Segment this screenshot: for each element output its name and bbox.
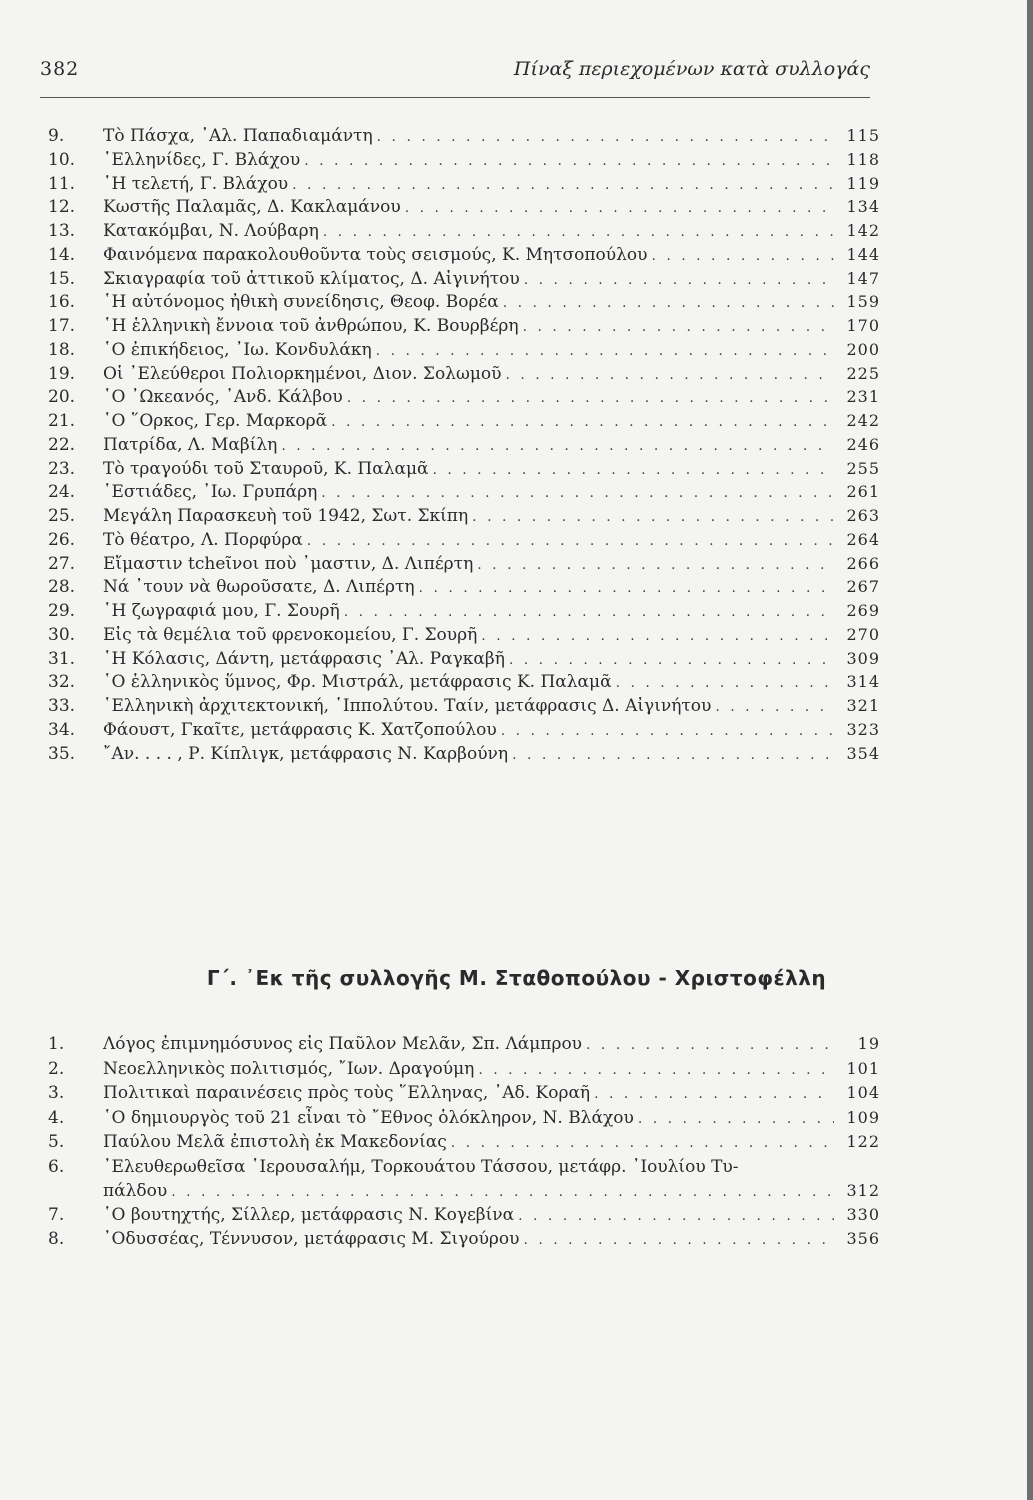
entry-title: ῾Η Κόλασις, Δάντη, μετάφρασις ᾿Αλ. Ραγκαβῆ	[103, 648, 505, 669]
entry-page-number: 242	[846, 411, 880, 430]
entry-page-number: 225	[846, 363, 880, 383]
dot-leader	[481, 625, 834, 649]
dot-leader	[594, 1082, 834, 1107]
entry-number: 10.	[48, 149, 76, 170]
toc-entry	[48, 172, 880, 196]
dot-leader	[523, 316, 834, 340]
dot-leader	[292, 174, 834, 198]
entry-title: ῾Ο ῞Ορκος, Γερ. Μαρκορᾶ	[103, 411, 328, 431]
toc-entry	[48, 742, 880, 766]
toc-entry	[48, 670, 880, 694]
entry-page-number: 119	[846, 173, 880, 193]
dot-leader	[512, 744, 834, 768]
toc-entry	[48, 338, 880, 362]
entry-page-number: 255	[846, 458, 880, 478]
entry-number: 31.	[48, 648, 76, 669]
entry-title: ῾Ο ἐπικήδειος, ᾿Ιω. Κονδυλάκη	[103, 339, 372, 360]
entry-page-number: 354	[846, 743, 880, 763]
dot-leader	[509, 649, 834, 673]
entry-title: Πολιτικαὶ παραινέσεις πρὸς τοὺς ῞Ελληνας, ᾿Αδ. Κοραῆ	[103, 1083, 591, 1103]
entry-page-number: 246	[846, 434, 880, 454]
entry-number: 2.	[48, 1058, 65, 1079]
entry-page-number: 115	[846, 126, 880, 145]
dot-leader	[518, 1204, 834, 1229]
dot-leader	[304, 150, 834, 174]
entry-title: ῾Ο ἑλληνικὸς ὕμνος, Φρ. Μιστράλ, μετάφρασις Κ. Παλαμᾶ	[103, 672, 612, 693]
toc-entry	[48, 195, 880, 219]
entry-title: Παύλου Μελᾶ ἐπιστολὴ ἐκ Μακεδονίας	[103, 1132, 447, 1152]
entry-title: Τὸ θέατρο, Λ. Πορφύρα	[103, 529, 303, 550]
entry-number: 21.	[48, 411, 76, 431]
dot-leader	[307, 530, 834, 554]
page-number: 382	[40, 58, 80, 80]
entry-title: Λόγος ἐπιμνημόσυνος εἰς Παῦλον Μελᾶν, Σπ. Λάμπρου	[103, 1034, 583, 1054]
dot-leader	[586, 1033, 834, 1058]
entry-title: Εἰς τὰ θεμέλια τοῦ φρενοκομείου, Γ. Σουρῆ	[103, 624, 478, 645]
entry-page-number: 118	[846, 149, 880, 169]
entry-title: Τὸ Πάσχα, ᾿Αλ. Παπαδιαμάντη	[103, 126, 373, 146]
entry-number: 23.	[48, 458, 76, 479]
entry-page-number: 231	[846, 387, 880, 407]
entry-page-number: 314	[846, 672, 880, 692]
entry-title: Πατρίδα, Λ. Μαβίλη	[103, 434, 278, 455]
entry-page-number: 159	[846, 292, 880, 312]
entry-title: Κωστῆς Παλαμᾶς, Δ. Κακλαμάνου	[103, 197, 401, 218]
running-title: Πίναξ περιεχομένων κατὰ συλλογάς	[513, 58, 870, 80]
entry-number: 7.	[48, 1204, 65, 1225]
entry-title: ῾Εστιάδες, ᾿Ιω. Γρυπάρη	[103, 482, 318, 503]
entry-number: 32.	[48, 672, 76, 693]
entry-title: ῾Ελληνίδες, Γ. Βλάχου	[103, 149, 301, 170]
dot-leader	[405, 197, 834, 221]
entry-title: Νεοελληνικὸς πολιτισμός, ῎Ιων. Δραγούμη	[103, 1058, 475, 1079]
toc-entry	[48, 718, 880, 742]
dot-leader	[171, 1180, 834, 1204]
entry-number: 1.	[48, 1034, 65, 1054]
page-header	[40, 58, 870, 98]
toc-list-section-b	[48, 124, 880, 765]
dot-leader	[501, 720, 834, 744]
entry-title-continued: πάλδου	[103, 1180, 168, 1201]
entry-page-number: 142	[846, 221, 880, 240]
entry-number: 24.	[48, 482, 76, 503]
entry-page-number: 356	[846, 1229, 880, 1248]
dot-leader	[616, 672, 834, 696]
entry-title: Σκιαγραφία τοῦ ἀττικοῦ κλίματος, Δ. Αἰγινήτου	[103, 268, 520, 289]
toc-entry	[48, 1106, 880, 1131]
dot-leader	[472, 506, 834, 530]
toc-entry	[48, 694, 880, 718]
entry-page-number: 144	[846, 244, 880, 264]
toc-entry	[48, 409, 880, 433]
entry-page-number: 321	[846, 696, 880, 715]
entry-title: ᾿Οδυσσέας, Τέννυσον, μετάφρασις Μ. Σιγούρου	[103, 1229, 520, 1249]
entry-title: Εἴμαστιν tcheῖνοι ποὺ ᾿μαστιν, Δ. Λιπέρτη	[103, 553, 474, 574]
dot-leader	[651, 245, 834, 269]
entry-page-number: 170	[846, 316, 880, 335]
entry-number: 25.	[48, 506, 76, 526]
dot-leader	[478, 1058, 834, 1083]
toc-entry	[48, 290, 880, 314]
entry-page-number: 122	[846, 1132, 880, 1151]
dot-leader	[281, 435, 834, 459]
dot-leader	[503, 292, 834, 316]
entry-title: Φαινόμενα παρακολουθοῦντα τοὺς σεισμούς, Κ. Μητσοπούλου	[103, 244, 648, 265]
toc-entry	[48, 314, 880, 338]
entry-title: ῾Ο βουτηχτής, Σίλλερ, μετάφρασις Ν. Κογεβίνα	[103, 1204, 515, 1225]
toc-entry	[48, 1032, 880, 1057]
entry-title: ῾Ελληνικὴ ἀρχιτεκτονική, ῾Ιππολύτου. Ταίν, μετάφρασις Δ. Αἰγινήτου	[103, 696, 712, 716]
dot-leader	[419, 577, 834, 601]
entry-number: 15.	[48, 268, 76, 289]
entry-number: 17.	[48, 316, 76, 336]
toc-entry	[48, 219, 880, 243]
entry-page-number: 309	[846, 648, 880, 668]
entry-page-number: 261	[846, 482, 880, 502]
dot-leader	[323, 221, 834, 245]
entry-title: ᾿Ελευθερωθεῖσα ῾Ιερουσαλήμ, Τορκουάτου Τάσσου, μετάφρ. ᾿Ιουλίου Τυ-	[103, 1156, 739, 1177]
entry-page-number: 109	[846, 1107, 880, 1127]
toc-entry	[48, 243, 880, 267]
entry-number: 8.	[48, 1229, 65, 1249]
entry-title: ῾Ο ᾿Ωκεανός, ᾿Ανδ. Κάλβου	[103, 387, 343, 408]
entry-title: ῾Η ζωγραφιά μου, Γ. Σουρῆ	[103, 601, 340, 621]
entry-page-number: 147	[846, 268, 880, 288]
toc-entry	[48, 1227, 880, 1252]
entry-number: 28.	[48, 577, 76, 598]
toc-entry	[48, 385, 880, 409]
dot-leader	[377, 126, 834, 150]
entry-number: 9.	[48, 126, 65, 146]
entry-number: 3.	[48, 1083, 65, 1103]
entry-title: Οἱ ᾿Ελεύθεροι Πολιορκημένοι, Διον. Σολωμοῦ	[103, 363, 502, 384]
entry-title: ῎Αν. . . . , Ρ. Κίπλιγκ, μετάφρασις Ν. Καρβούνη	[103, 743, 509, 764]
toc-entry	[48, 599, 880, 623]
entry-title: Τὸ τραγούδι τοῦ Σταυροῦ, Κ. Παλαμᾶ	[103, 458, 429, 479]
entry-page-number: 134	[846, 197, 880, 217]
dot-leader	[376, 340, 834, 364]
entry-number: 27.	[48, 553, 76, 574]
toc-entry	[48, 552, 880, 576]
dot-leader	[715, 696, 834, 720]
entry-number: 5.	[48, 1132, 65, 1152]
entry-page-number: 267	[846, 577, 880, 597]
dot-leader	[451, 1131, 834, 1156]
entry-number: 18.	[48, 339, 76, 360]
entry-title: ῾Η ἑλληνικὴ ἔννοια τοῦ ἀνθρώπου, Κ. Βουρβέρη	[103, 316, 519, 336]
entry-number: 12.	[48, 197, 76, 218]
entry-title: ῾Η τελετή, Γ. Βλάχου	[103, 173, 289, 194]
entry-page-number: 264	[846, 529, 880, 549]
toc-entry	[48, 1130, 880, 1155]
entry-number: 16.	[48, 292, 76, 313]
entry-number: 29.	[48, 601, 76, 621]
entry-page-number: 269	[846, 601, 880, 620]
entry-page-number: 104	[846, 1083, 880, 1102]
dot-leader	[505, 364, 834, 388]
entry-number: 33.	[48, 696, 76, 716]
entry-page-number: 266	[846, 553, 880, 573]
toc-entry	[48, 433, 880, 457]
entry-number: 11.	[48, 173, 76, 194]
entry-page-number: 323	[846, 719, 880, 739]
toc-entry	[48, 480, 880, 504]
toc-entry	[48, 528, 880, 552]
entry-page-number: 101	[846, 1058, 880, 1078]
entry-number: 14.	[48, 244, 76, 265]
entry-title: ῾Ο δημιουργὸς τοῦ 21 εἶναι τὸ ῎Εθνος ὁλόκληρον, Ν. Βλάχου	[103, 1107, 634, 1128]
entry-number: 26.	[48, 529, 76, 550]
dot-leader	[432, 459, 834, 483]
entry-page-number: 200	[846, 339, 880, 359]
entry-number: 34.	[48, 719, 76, 740]
dot-leader	[347, 387, 834, 411]
toc-entry	[48, 124, 880, 148]
toc-entry	[48, 362, 880, 386]
dot-leader	[331, 411, 834, 435]
entry-page-number: 263	[846, 506, 880, 525]
entry-number: 20.	[48, 387, 76, 408]
dot-leader	[321, 482, 834, 506]
entry-number: 4.	[48, 1107, 65, 1128]
section-heading: Γ΄. ᾿Εκ τῆς συλλογῆς Μ. Σταθοπούλου - Χριστοφέλλη	[206, 966, 827, 990]
entry-title: Μεγάλη Παρασκευὴ τοῦ 1942, Σωτ. Σκίπη	[103, 506, 469, 526]
entry-title: Νά ᾿τουν νὰ θωροῦσατε, Δ. Λιπέρτη	[103, 577, 415, 598]
toc-entry	[48, 1057, 880, 1082]
entry-page-number: 312	[846, 1180, 880, 1200]
entry-page-number: 330	[846, 1204, 880, 1224]
entry-number: 35.	[48, 743, 76, 764]
entry-title: Κατακόμβαι, Ν. Λούβαρη	[103, 221, 319, 241]
entry-number: 13.	[48, 221, 76, 241]
entry-number: 22.	[48, 434, 76, 455]
dot-leader	[477, 554, 834, 578]
toc-entry	[48, 575, 880, 599]
entry-number: 30.	[48, 624, 76, 645]
entry-page-number: 19	[857, 1034, 880, 1053]
toc-entry	[48, 504, 880, 528]
toc-entry	[48, 457, 880, 481]
dot-leader	[523, 1228, 834, 1253]
toc-entry	[48, 647, 880, 671]
entry-title: ῾Η αὐτόνομος ἠθικὴ συνείδησις, Θεοφ. Βορέα	[103, 292, 499, 313]
header-rule	[40, 97, 870, 98]
entry-page-number: 270	[846, 624, 880, 644]
dot-leader	[344, 601, 834, 625]
page-edge-shadow	[1027, 0, 1033, 1500]
toc-entry	[48, 148, 880, 172]
dot-leader	[524, 269, 834, 293]
toc-entry	[48, 1203, 880, 1228]
entry-number: 6.	[48, 1156, 65, 1177]
entry-title: Φάουστ, Γκαῖτε, μετάφρασις Κ. Χατζοπούλου	[103, 719, 497, 740]
entry-number: 19.	[48, 363, 76, 384]
toc-list-section-c	[48, 1032, 880, 1252]
toc-entry-multiline	[48, 1155, 880, 1203]
toc-entry	[48, 1081, 880, 1106]
dot-leader	[638, 1107, 834, 1132]
toc-entry	[48, 267, 880, 291]
toc-entry	[48, 623, 880, 647]
